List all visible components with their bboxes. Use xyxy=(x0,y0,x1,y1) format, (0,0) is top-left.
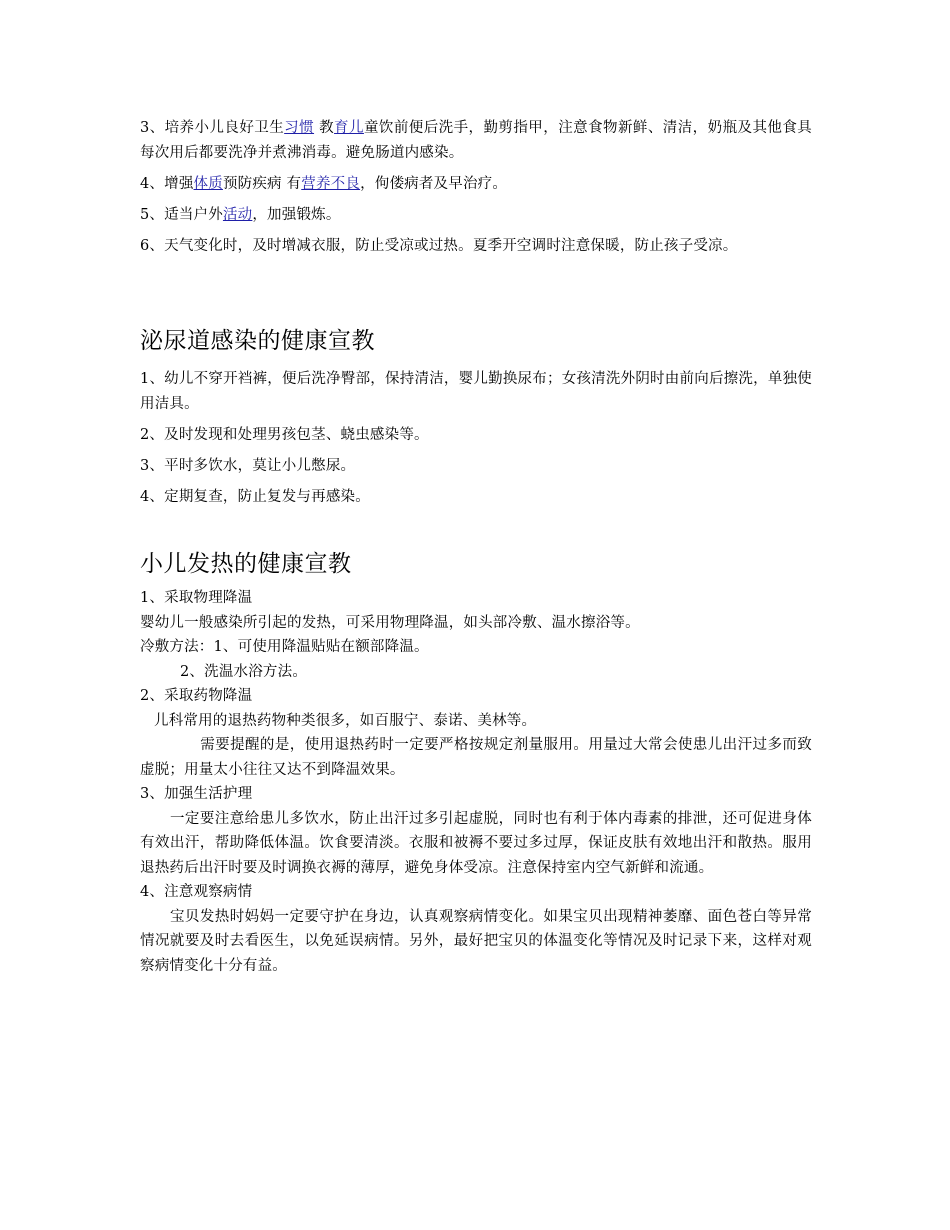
list-item: 1、幼儿不穿开裆裤，便后洗净臀部，保持清洁，婴儿勤换尿布；女孩清洗外阴时由前向后擦洗，单独使用洁具。 xyxy=(140,371,812,412)
paragraph: 儿科常用的退热药物种类很多，如百服宁、泰诺、美林等。 xyxy=(154,712,537,729)
paragraph: 一定要注意给患儿多饮水，防止出汗过多引起虚脱，同时也有利于体内毒素的排泄，还可促进身体有效出汗，帮助降低体温。饮食要清淡。衣服和被褥不要过多过厚，保证皮肤有效地出汗和散热。服用退热药后出汗时要及时调换衣褥的薄厚，避免身体受凉。注意保持室内空气新鲜和流通。 xyxy=(140,810,812,876)
list-item: 5、适当户外活动，加强锻炼。 xyxy=(140,207,341,223)
paragraph: 2、洗温水浴方法。 xyxy=(180,663,308,680)
subheading: 1、采取物理降温 xyxy=(140,590,253,606)
subheading: 2、采取药物降温 xyxy=(140,688,253,704)
link-activity[interactable]: 活动 xyxy=(222,207,253,223)
link-constitution[interactable]: 体质 xyxy=(193,176,223,192)
section-heading-uti: 泌尿道感染的健康宣教 xyxy=(140,328,375,354)
list-item: 4、定期复查，防止复发与再感染。 xyxy=(140,489,370,505)
link-parenting[interactable]: 育儿 xyxy=(334,120,364,136)
list-item: 2、及时发现和处理男孩包茎、蛲虫感染等。 xyxy=(140,427,429,443)
list-item: 4、增强体质预防疾病 有营养不良，佝偻病者及早治疗。 xyxy=(140,176,508,192)
list-item: 3、培养小儿良好卫生习惯 教育儿童饮前便后洗手，勤剪指甲，注意食物新鲜、清洁，奶瓶及其他食具每次用后都要洗净并煮沸消毒。避免肠道内感染。 xyxy=(140,120,812,161)
subheading: 4、注意观察病情 xyxy=(140,884,253,900)
list-item: 3、平时多饮水，莫让小儿憋尿。 xyxy=(140,458,356,474)
paragraph: 宝贝发热时妈妈一定要守护在身边，认真观察病情变化。如果宝贝出现精神萎靡、面色苍白等异常情况就要及时去看医生，以免延误病情。另外，最好把宝贝的体温变化等情况及时记录下来，这样对观察病情变化十分有益。 xyxy=(140,908,812,974)
uti-list xyxy=(140,367,812,510)
fever-section xyxy=(140,586,812,978)
list-item: 6、天气变化时，及时增减衣服，防止受凉或过热。夏季开空调时注意保暖，防止孩子受凉。 xyxy=(140,238,738,254)
paragraph: 需要提醒的是，使用退热药时一定要严格按规定剂量服用。用量过大常会使患儿出汗过多而致虚脱；用量太小往往又达不到降温效果。 xyxy=(140,737,812,778)
paragraph: 冷敷方法：1、可使用降温贴贴在额部降温。 xyxy=(140,639,429,655)
hygiene-list xyxy=(140,116,812,259)
document-body xyxy=(140,116,812,978)
link-habit[interactable]: 习惯 xyxy=(284,120,315,136)
link-malnutrition[interactable]: 营养不良 xyxy=(301,176,361,192)
paragraph: 婴幼儿一般感染所引起的发热，可采用物理降温，如头部冷敷、温水擦浴等。 xyxy=(140,614,640,631)
subheading: 3、加强生活护理 xyxy=(140,786,253,802)
section-heading-fever: 小儿发热的健康宣教 xyxy=(140,551,352,577)
